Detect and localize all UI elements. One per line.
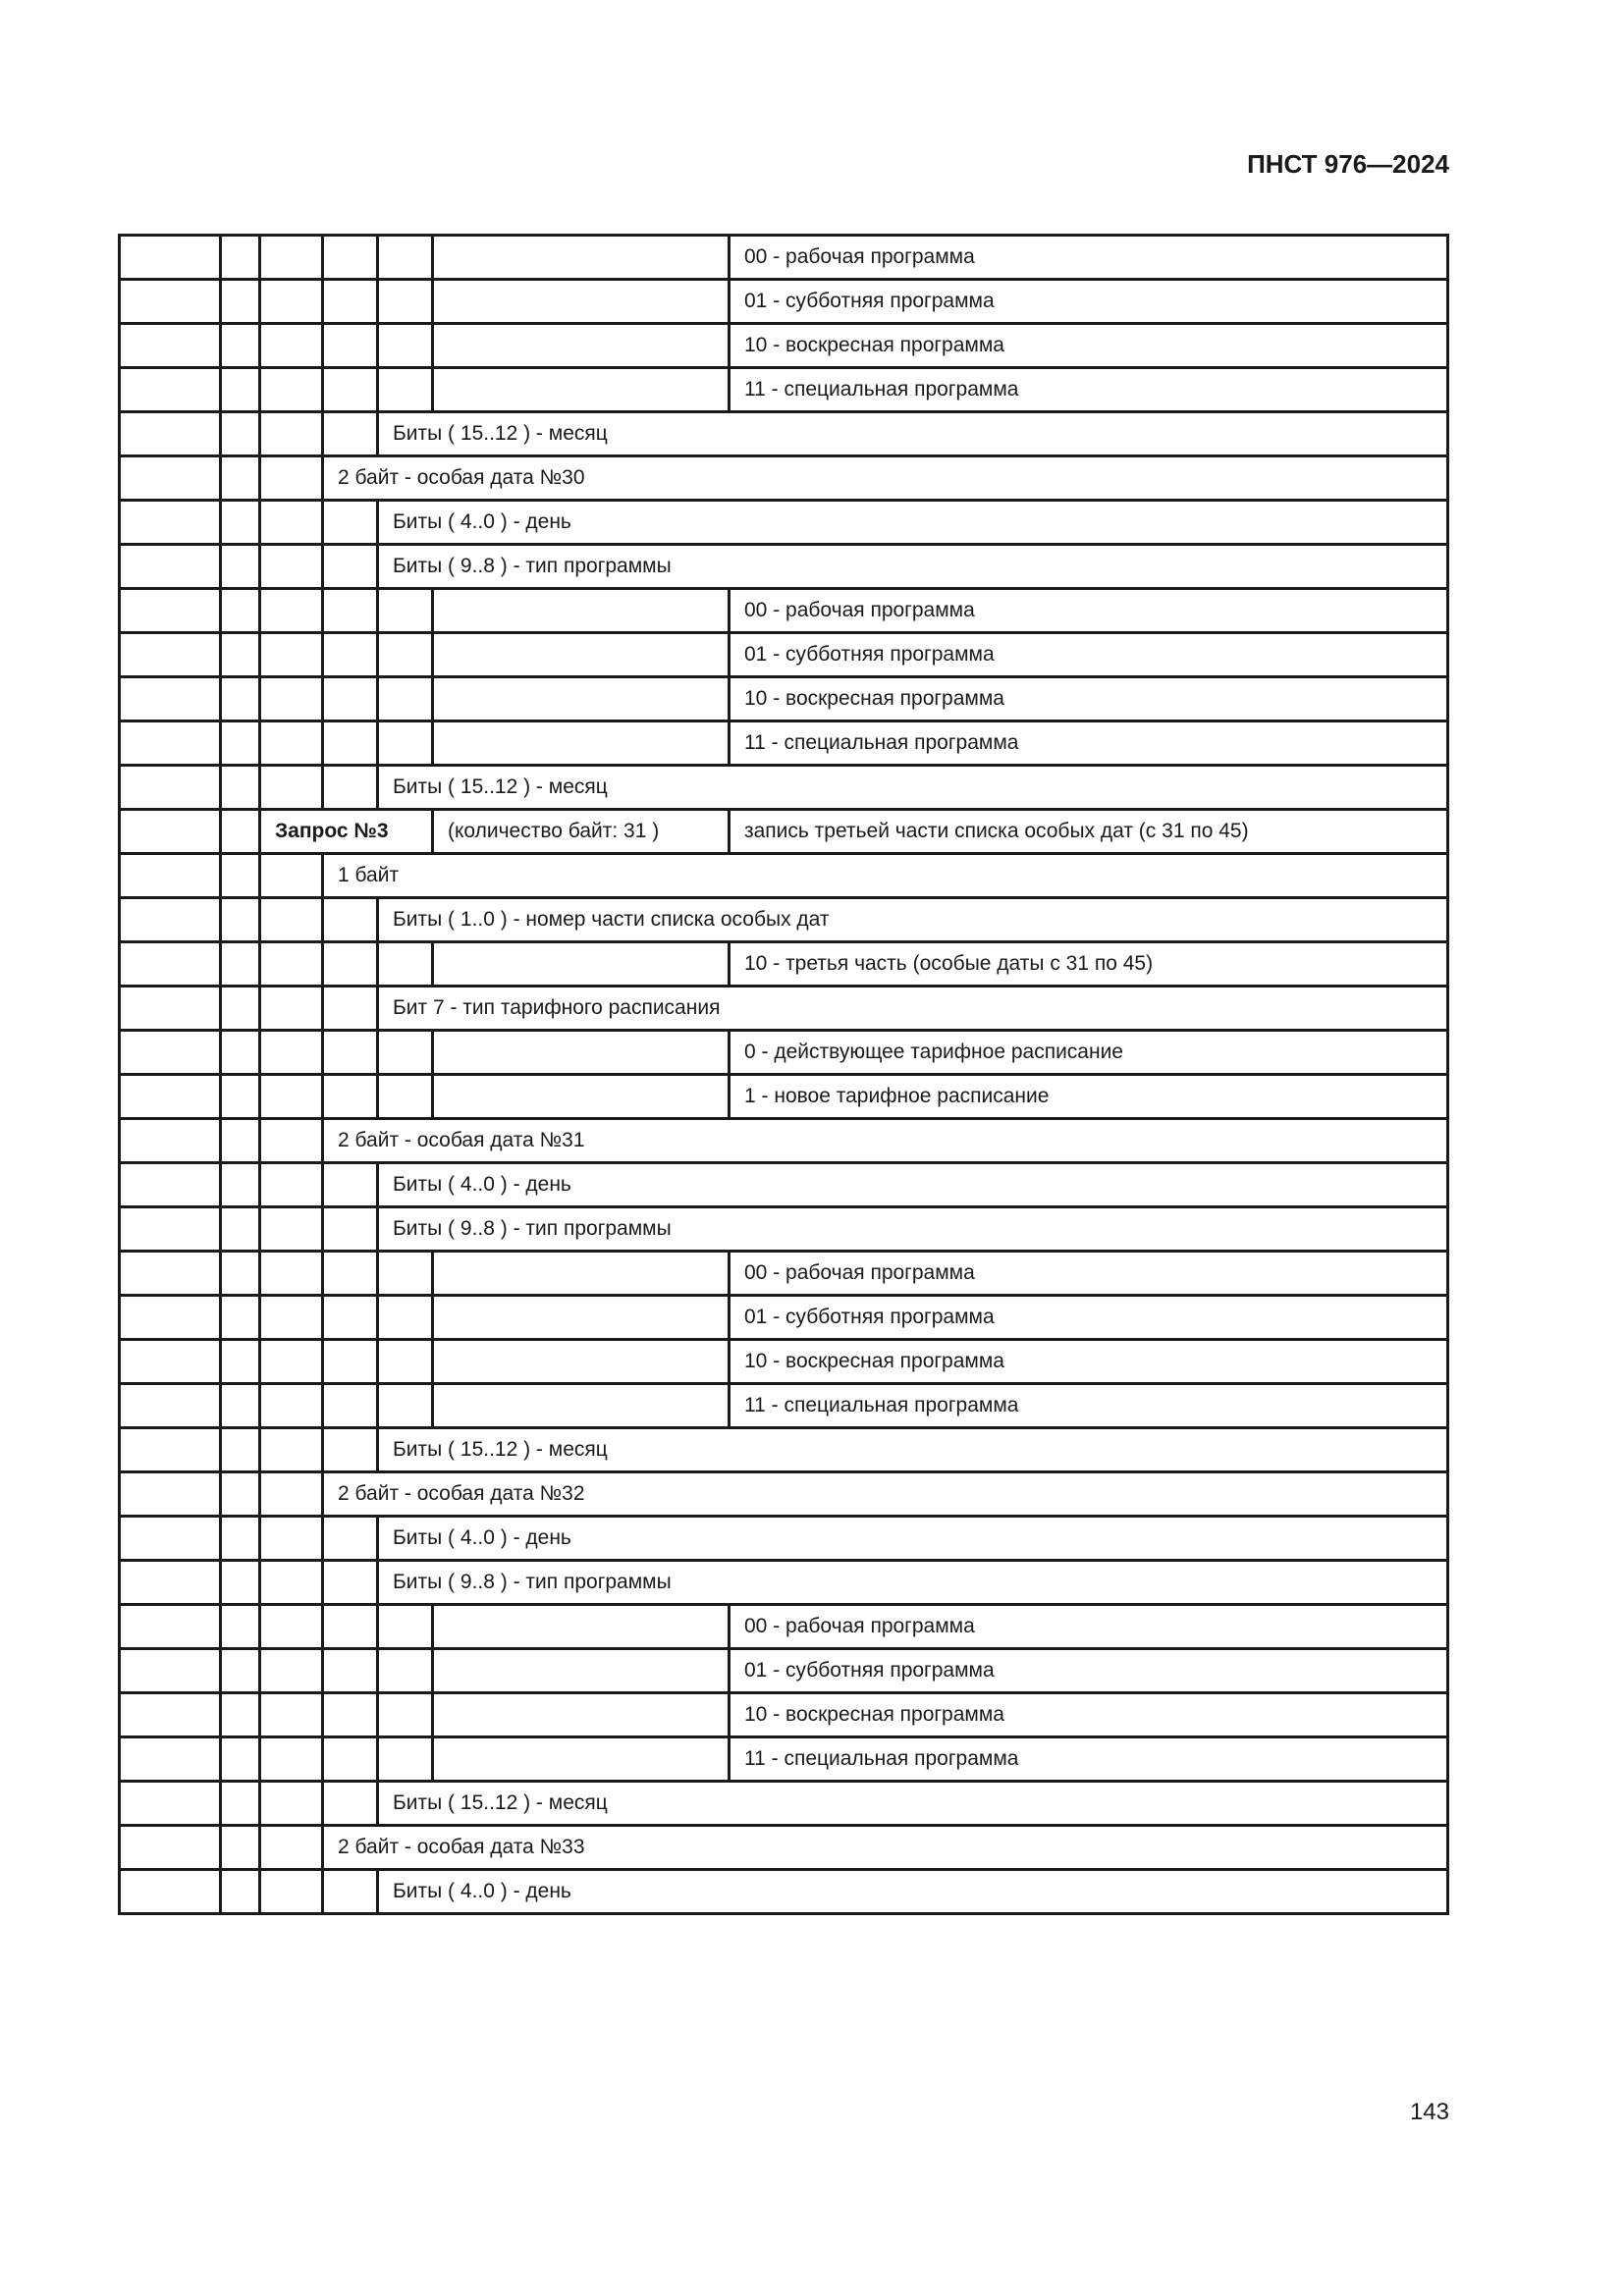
- empty-cell: [378, 633, 433, 677]
- byte-cell: 1 байт: [323, 854, 1448, 898]
- empty-cell: [378, 1649, 433, 1693]
- empty-cell: [323, 633, 378, 677]
- empty-cell: [433, 1031, 730, 1075]
- empty-cell: [221, 721, 260, 766]
- value-cell: 01 - субботняя программа: [730, 633, 1448, 677]
- value-cell: 0 - действующее тарифное расписание: [730, 1031, 1448, 1075]
- bits-cell: Биты ( 4..0 ) - день: [378, 1163, 1448, 1207]
- empty-cell: [120, 412, 221, 456]
- empty-cell: [221, 589, 260, 633]
- value-cell: 11 - специальная программа: [730, 1384, 1448, 1428]
- value-cell: 10 - воскресная программа: [730, 1340, 1448, 1384]
- table-row: [120, 1649, 1448, 1693]
- empty-cell: [120, 456, 221, 501]
- empty-cell: [323, 1075, 378, 1119]
- empty-cell: [323, 1561, 378, 1605]
- empty-cell: [221, 1031, 260, 1075]
- empty-cell: [378, 1340, 433, 1384]
- table-row: [120, 766, 1448, 810]
- empty-cell: [433, 1649, 730, 1693]
- request-title: Запрос №3: [260, 810, 433, 854]
- empty-cell: [260, 1561, 323, 1605]
- empty-cell: [378, 1605, 433, 1649]
- empty-cell: [433, 1605, 730, 1649]
- empty-cell: [260, 412, 323, 456]
- value-cell: 10 - третья часть (особые даты с 31 по 45): [730, 942, 1448, 987]
- bits-cell: Биты ( 15..12 ) - месяц: [378, 1428, 1448, 1472]
- empty-cell: [221, 1561, 260, 1605]
- empty-cell: [323, 1649, 378, 1693]
- empty-cell: [221, 1693, 260, 1737]
- empty-cell: [323, 1693, 378, 1737]
- empty-cell: [221, 1075, 260, 1119]
- empty-cell: [260, 501, 323, 545]
- value-cell: 1 - новое тарифное расписание: [730, 1075, 1448, 1119]
- empty-cell: [221, 1428, 260, 1472]
- empty-cell: [323, 1782, 378, 1826]
- empty-cell: [323, 1870, 378, 1914]
- table-row: [120, 677, 1448, 721]
- bits-cell: Биты ( 9..8 ) - тип программы: [378, 545, 1448, 589]
- empty-cell: [221, 1340, 260, 1384]
- table-row: [120, 1428, 1448, 1472]
- empty-cell: [221, 456, 260, 501]
- empty-cell: [260, 1870, 323, 1914]
- empty-cell: [120, 1075, 221, 1119]
- empty-cell: [221, 1870, 260, 1914]
- empty-cell: [221, 677, 260, 721]
- empty-cell: [260, 1340, 323, 1384]
- empty-cell: [260, 456, 323, 501]
- empty-cell: [221, 1296, 260, 1340]
- bits-cell: Биты ( 9..8 ) - тип программы: [378, 1207, 1448, 1252]
- empty-cell: [260, 1384, 323, 1428]
- empty-cell: [433, 1384, 730, 1428]
- empty-cell: [323, 721, 378, 766]
- empty-cell: [260, 589, 323, 633]
- empty-cell: [433, 280, 730, 324]
- empty-cell: [260, 942, 323, 987]
- empty-cell: [433, 236, 730, 280]
- bits-cell: Биты ( 4..0 ) - день: [378, 501, 1448, 545]
- bits-cell: Биты ( 4..0 ) - день: [378, 1517, 1448, 1561]
- empty-cell: [120, 1428, 221, 1472]
- empty-cell: [378, 1693, 433, 1737]
- empty-cell: [221, 854, 260, 898]
- empty-cell: [323, 1605, 378, 1649]
- empty-cell: [120, 1296, 221, 1340]
- empty-cell: [260, 1605, 323, 1649]
- empty-cell: [323, 987, 378, 1031]
- value-cell: 11 - специальная программа: [730, 1737, 1448, 1782]
- empty-cell: [323, 236, 378, 280]
- value-cell: 11 - специальная программа: [730, 721, 1448, 766]
- empty-cell: [323, 1340, 378, 1384]
- empty-cell: [120, 368, 221, 412]
- empty-cell: [120, 854, 221, 898]
- empty-cell: [221, 1737, 260, 1782]
- table-row: [120, 456, 1448, 501]
- empty-cell: [260, 1826, 323, 1870]
- table-row: [120, 1207, 1448, 1252]
- empty-cell: [323, 766, 378, 810]
- table-row: [120, 1517, 1448, 1561]
- empty-cell: [260, 280, 323, 324]
- empty-cell: [221, 1472, 260, 1517]
- empty-cell: [120, 766, 221, 810]
- table-row: [120, 898, 1448, 942]
- bits-cell: Биты ( 15..12 ) - месяц: [378, 412, 1448, 456]
- empty-cell: [433, 677, 730, 721]
- empty-cell: [120, 1119, 221, 1163]
- empty-cell: [120, 1517, 221, 1561]
- request-description: запись третьей части списка особых дат (с 31 по 45): [730, 810, 1448, 854]
- table-row: [120, 1163, 1448, 1207]
- empty-cell: [221, 412, 260, 456]
- empty-cell: [221, 1782, 260, 1826]
- empty-cell: [120, 1340, 221, 1384]
- empty-cell: [378, 1075, 433, 1119]
- empty-cell: [120, 942, 221, 987]
- table-row: [120, 1472, 1448, 1517]
- empty-cell: [221, 501, 260, 545]
- empty-cell: [260, 1207, 323, 1252]
- empty-cell: [221, 633, 260, 677]
- empty-cell: [120, 721, 221, 766]
- request-byte-count: (количество байт: 31 ): [433, 810, 730, 854]
- bits-cell: Бит 7 - тип тарифного расписания: [378, 987, 1448, 1031]
- empty-cell: [378, 324, 433, 368]
- empty-cell: [221, 1163, 260, 1207]
- value-cell: 10 - воскресная программа: [730, 1693, 1448, 1737]
- bits-cell: Биты ( 15..12 ) - месяц: [378, 766, 1448, 810]
- table-row: [120, 412, 1448, 456]
- table-row: [120, 1296, 1448, 1340]
- empty-cell: [120, 501, 221, 545]
- table-row: [120, 810, 1448, 854]
- empty-cell: [323, 280, 378, 324]
- empty-cell: [260, 633, 323, 677]
- empty-cell: [260, 1119, 323, 1163]
- empty-cell: [323, 1296, 378, 1340]
- empty-cell: [120, 1605, 221, 1649]
- table-row: [120, 942, 1448, 987]
- empty-cell: [323, 368, 378, 412]
- empty-cell: [378, 1384, 433, 1428]
- empty-cell: [378, 1252, 433, 1296]
- empty-cell: [378, 721, 433, 766]
- value-cell: 00 - рабочая программа: [730, 1605, 1448, 1649]
- empty-cell: [378, 1031, 433, 1075]
- empty-cell: [120, 677, 221, 721]
- empty-cell: [378, 589, 433, 633]
- empty-cell: [323, 942, 378, 987]
- empty-cell: [260, 766, 323, 810]
- empty-cell: [120, 236, 221, 280]
- empty-cell: [221, 987, 260, 1031]
- empty-cell: [120, 324, 221, 368]
- empty-cell: [378, 942, 433, 987]
- empty-cell: [221, 324, 260, 368]
- empty-cell: [221, 368, 260, 412]
- empty-cell: [260, 987, 323, 1031]
- value-cell: 01 - субботняя программа: [730, 280, 1448, 324]
- value-cell: 11 - специальная программа: [730, 368, 1448, 412]
- value-cell: 00 - рабочая программа: [730, 589, 1448, 633]
- empty-cell: [260, 236, 323, 280]
- empty-cell: [120, 633, 221, 677]
- empty-cell: [120, 1782, 221, 1826]
- table-row: [120, 1737, 1448, 1782]
- empty-cell: [323, 589, 378, 633]
- empty-cell: [221, 545, 260, 589]
- empty-cell: [260, 1517, 323, 1561]
- empty-cell: [260, 1163, 323, 1207]
- empty-cell: [260, 545, 323, 589]
- bits-cell: Биты ( 1..0 ) - номер части списка особых дат: [378, 898, 1448, 942]
- empty-cell: [433, 1296, 730, 1340]
- empty-cell: [221, 1384, 260, 1428]
- empty-cell: [260, 368, 323, 412]
- byte-cell: 2 байт - особая дата №33: [323, 1826, 1448, 1870]
- table-row: [120, 1870, 1448, 1914]
- empty-cell: [260, 677, 323, 721]
- empty-cell: [221, 766, 260, 810]
- value-cell: 01 - субботняя программа: [730, 1296, 1448, 1340]
- byte-cell: 2 байт - особая дата №31: [323, 1119, 1448, 1163]
- empty-cell: [323, 1207, 378, 1252]
- table-row: [120, 324, 1448, 368]
- empty-cell: [120, 987, 221, 1031]
- empty-cell: [221, 280, 260, 324]
- empty-cell: [433, 1693, 730, 1737]
- empty-cell: [433, 1737, 730, 1782]
- empty-cell: [120, 1163, 221, 1207]
- empty-cell: [221, 898, 260, 942]
- table-row: [120, 633, 1448, 677]
- empty-cell: [120, 898, 221, 942]
- byte-cell: 2 байт - особая дата №30: [323, 456, 1448, 501]
- empty-cell: [323, 501, 378, 545]
- table-row: [120, 545, 1448, 589]
- empty-cell: [323, 898, 378, 942]
- table-row: [120, 236, 1448, 280]
- empty-cell: [378, 1737, 433, 1782]
- empty-cell: [378, 677, 433, 721]
- empty-cell: [433, 1340, 730, 1384]
- empty-cell: [323, 1384, 378, 1428]
- table-row: [120, 854, 1448, 898]
- empty-cell: [120, 1693, 221, 1737]
- empty-cell: [433, 633, 730, 677]
- table-row: [120, 280, 1448, 324]
- value-cell: 10 - воскресная программа: [730, 324, 1448, 368]
- empty-cell: [120, 1649, 221, 1693]
- table-row: [120, 1561, 1448, 1605]
- empty-cell: [260, 1252, 323, 1296]
- empty-cell: [120, 1207, 221, 1252]
- empty-cell: [323, 1163, 378, 1207]
- empty-cell: [221, 1605, 260, 1649]
- empty-cell: [433, 324, 730, 368]
- empty-cell: [120, 1252, 221, 1296]
- empty-cell: [120, 1561, 221, 1605]
- table-row: [120, 721, 1448, 766]
- empty-cell: [120, 1737, 221, 1782]
- bits-cell: Биты ( 9..8 ) - тип программы: [378, 1561, 1448, 1605]
- empty-cell: [323, 324, 378, 368]
- empty-cell: [221, 1826, 260, 1870]
- table-row: [120, 1075, 1448, 1119]
- empty-cell: [323, 1031, 378, 1075]
- empty-cell: [221, 1252, 260, 1296]
- empty-cell: [221, 1119, 260, 1163]
- table-row: [120, 1031, 1448, 1075]
- table-row: [120, 1340, 1448, 1384]
- page-number: 143: [1409, 2099, 1449, 2125]
- empty-cell: [221, 810, 260, 854]
- document-id: ПНСТ 976—2024: [1247, 149, 1449, 179]
- empty-cell: [260, 1693, 323, 1737]
- empty-cell: [323, 1428, 378, 1472]
- empty-cell: [260, 1075, 323, 1119]
- empty-cell: [378, 236, 433, 280]
- empty-cell: [433, 589, 730, 633]
- table-row: [120, 368, 1448, 412]
- empty-cell: [120, 280, 221, 324]
- spec-table: [118, 234, 1449, 1915]
- table-row: [120, 1119, 1448, 1163]
- empty-cell: [260, 1031, 323, 1075]
- value-cell: 00 - рабочая программа: [730, 236, 1448, 280]
- table-row: [120, 1693, 1448, 1737]
- empty-cell: [378, 368, 433, 412]
- table-row: [120, 1782, 1448, 1826]
- empty-cell: [260, 898, 323, 942]
- empty-cell: [260, 1737, 323, 1782]
- empty-cell: [120, 1870, 221, 1914]
- table-row: [120, 987, 1448, 1031]
- empty-cell: [221, 1517, 260, 1561]
- table-row: [120, 501, 1448, 545]
- empty-cell: [323, 412, 378, 456]
- empty-cell: [260, 721, 323, 766]
- table-row: [120, 1605, 1448, 1649]
- table-row: [120, 1384, 1448, 1428]
- empty-cell: [433, 368, 730, 412]
- empty-cell: [433, 1075, 730, 1119]
- byte-cell: 2 байт - особая дата №32: [323, 1472, 1448, 1517]
- empty-cell: [120, 810, 221, 854]
- empty-cell: [433, 721, 730, 766]
- empty-cell: [323, 545, 378, 589]
- empty-cell: [260, 1296, 323, 1340]
- empty-cell: [433, 942, 730, 987]
- empty-cell: [260, 324, 323, 368]
- empty-cell: [260, 1649, 323, 1693]
- empty-cell: [120, 589, 221, 633]
- empty-cell: [260, 1472, 323, 1517]
- empty-cell: [323, 677, 378, 721]
- empty-cell: [323, 1737, 378, 1782]
- empty-cell: [120, 1472, 221, 1517]
- empty-cell: [260, 854, 323, 898]
- empty-cell: [260, 1782, 323, 1826]
- empty-cell: [221, 1649, 260, 1693]
- empty-cell: [221, 236, 260, 280]
- empty-cell: [260, 1428, 323, 1472]
- empty-cell: [323, 1517, 378, 1561]
- value-cell: 00 - рабочая программа: [730, 1252, 1448, 1296]
- empty-cell: [323, 1252, 378, 1296]
- empty-cell: [433, 1252, 730, 1296]
- empty-cell: [120, 1826, 221, 1870]
- bits-cell: Биты ( 15..12 ) - месяц: [378, 1782, 1448, 1826]
- value-cell: 01 - субботняя программа: [730, 1649, 1448, 1693]
- value-cell: 10 - воскресная программа: [730, 677, 1448, 721]
- empty-cell: [221, 1207, 260, 1252]
- bits-cell: Биты ( 4..0 ) - день: [378, 1870, 1448, 1914]
- empty-cell: [120, 1384, 221, 1428]
- table-row: [120, 589, 1448, 633]
- table-row: [120, 1826, 1448, 1870]
- empty-cell: [378, 1296, 433, 1340]
- empty-cell: [120, 545, 221, 589]
- empty-cell: [221, 942, 260, 987]
- table-row: [120, 1252, 1448, 1296]
- empty-cell: [120, 1031, 221, 1075]
- empty-cell: [378, 280, 433, 324]
